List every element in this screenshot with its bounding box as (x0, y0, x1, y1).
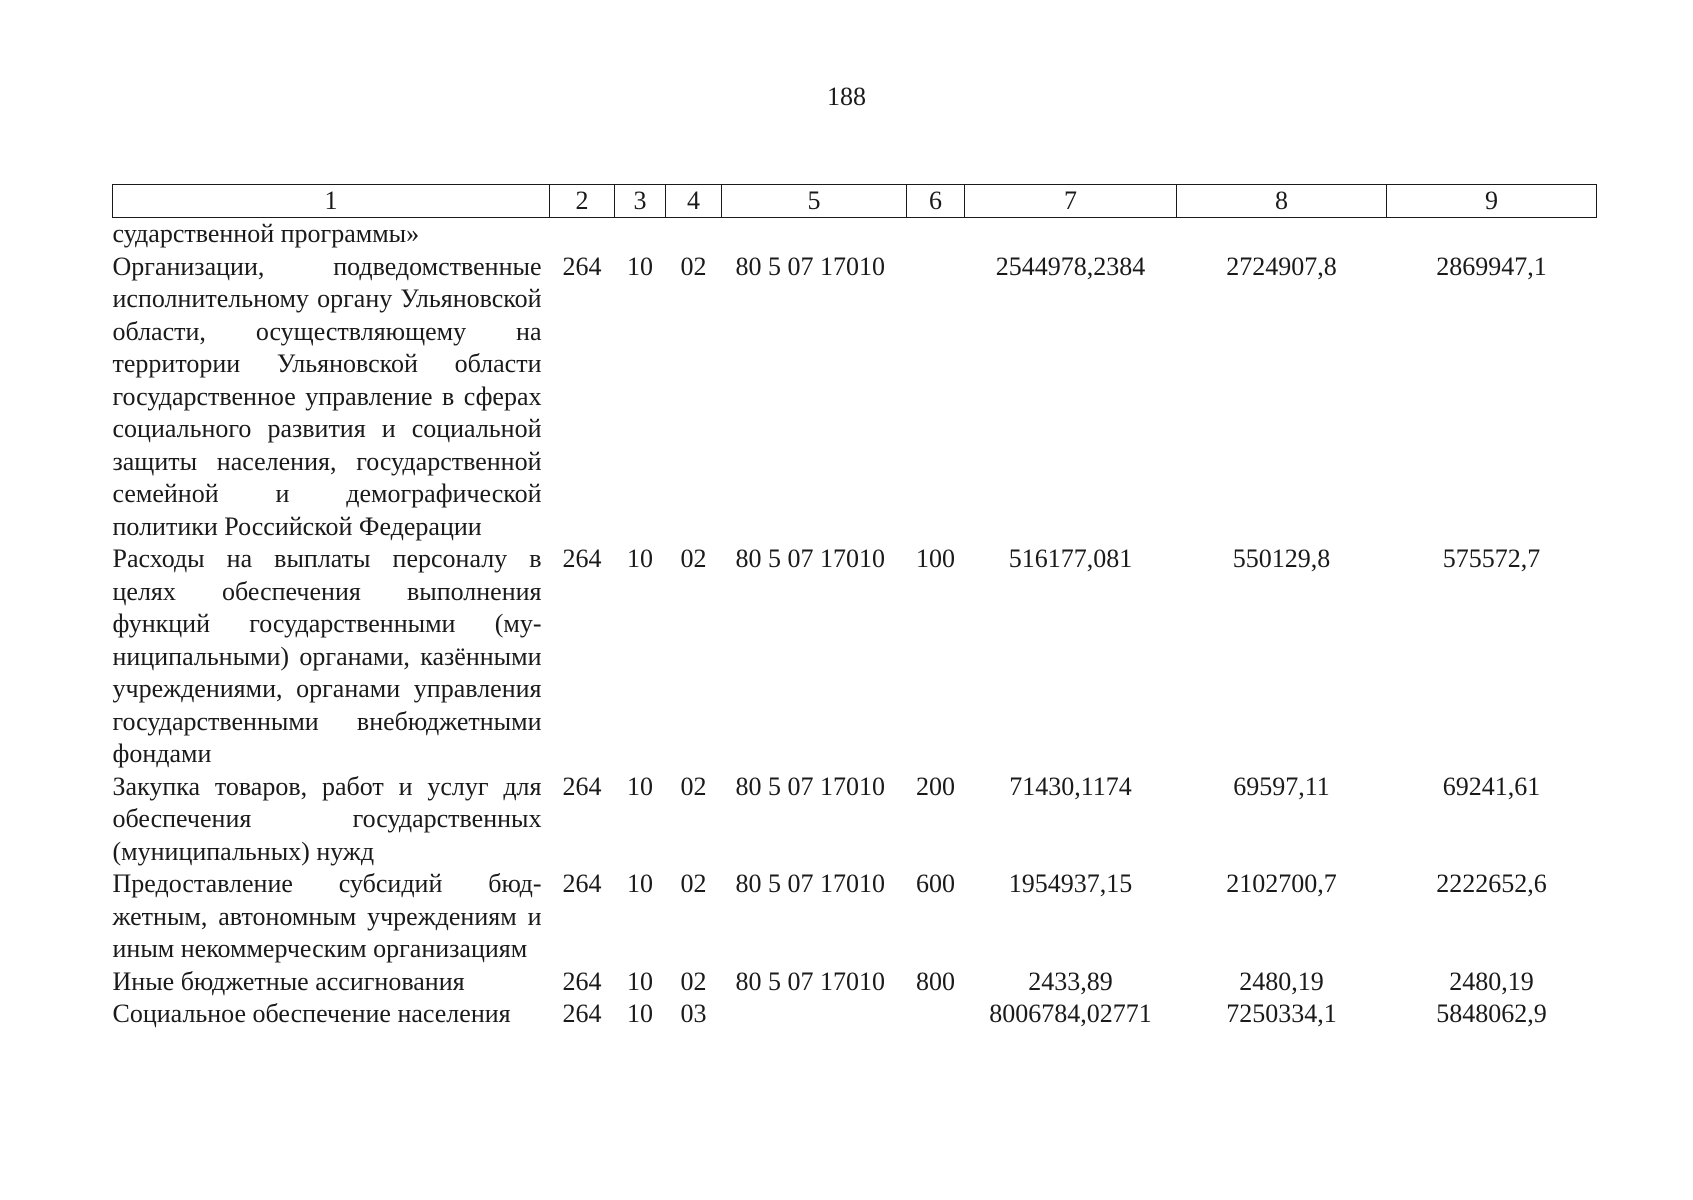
table-body (113, 218, 1597, 1031)
row-amount-7: 8006784,02771 (989, 999, 1152, 1028)
row-code-3: 10 (627, 251, 653, 281)
row-amount-8 (1177, 218, 1387, 251)
table-row (113, 998, 1597, 1031)
row-code-5 (722, 998, 907, 1031)
header-col-5: 5 (722, 185, 907, 218)
row-amount-7: 2433,89 (1028, 966, 1113, 996)
header-row (113, 185, 1597, 218)
row-amount-7: 1954937,15 (1008, 869, 1133, 898)
table-row (113, 966, 1597, 999)
row-amount-9: 575572,7 (1442, 544, 1541, 573)
row-amount-8: 550129,8 (1232, 544, 1331, 573)
row-code-3: 10 (627, 999, 653, 1028)
row-amount-9 (1387, 218, 1597, 251)
row-code-2: 264 (562, 771, 602, 801)
row-code-2: 264 (562, 544, 602, 573)
row-code-5 (722, 218, 907, 251)
header-col-3: 3 (615, 185, 666, 218)
row-name: Иные бюджетные ассигнования (112, 966, 465, 996)
row-code-5: 80 5 07 17010 (735, 869, 885, 898)
row-code-6: 600 (916, 869, 955, 898)
row-code-3: 10 (627, 966, 653, 996)
row-code-4: 02 (680, 966, 707, 996)
row-code-4: 02 (680, 869, 707, 898)
row-code-5: 80 5 07 17010 (735, 251, 885, 281)
row-name: сударственной программы» (112, 219, 420, 248)
table-row (113, 771, 1597, 869)
row-code-2 (550, 218, 615, 251)
header-col-8: 8 (1177, 185, 1387, 218)
row-code-6: 100 (916, 544, 955, 573)
row-code-3 (615, 218, 666, 251)
table-row (113, 868, 1597, 966)
row-amount-8: 2724907,8 (1226, 251, 1337, 281)
row-code-4 (666, 218, 722, 251)
row-name: Закупка товаров, работ и услуг для обеспечения государственных (муниципальных) нужд (112, 771, 542, 866)
table-row (113, 218, 1597, 251)
table-row (113, 251, 1597, 544)
header-col-6: 6 (907, 185, 965, 218)
row-code-4: 03 (680, 999, 707, 1028)
row-name: Организации, подведомственные исполнительному органу Ульяновской области, осуществляющему на территории Ульяновской области государственное управление в сферах социального развития и социальной защиты населения, государственной семейной и демографической политики Российской Федерации (112, 251, 542, 541)
table-header (113, 185, 1597, 218)
row-code-2: 264 (562, 966, 602, 996)
row-code-5: 80 5 07 17010 (735, 771, 885, 801)
budget-table (112, 184, 1597, 1031)
row-code-2: 264 (562, 251, 602, 281)
row-code-6 (907, 218, 965, 251)
header-col-2: 2 (550, 185, 615, 218)
row-code-6 (907, 251, 965, 544)
row-code-4: 02 (680, 544, 707, 573)
row-amount-7: 71430,1174 (1009, 771, 1132, 801)
row-code-3: 10 (627, 869, 653, 898)
row-code-2: 264 (562, 869, 602, 898)
row-amount-7: 2544978,2384 (995, 251, 1146, 281)
page-number: 188 (827, 82, 866, 111)
row-code-6: 800 (916, 966, 955, 996)
row-amount-8: 69597,11 (1233, 771, 1330, 801)
row-amount-8: 2102700,7 (1226, 869, 1337, 898)
row-amount-9: 2480,19 (1449, 966, 1534, 996)
row-code-3: 10 (627, 544, 653, 573)
row-amount-9: 2222652,6 (1436, 869, 1547, 898)
row-amount-9: 69241,61 (1442, 771, 1541, 801)
header-col-4: 4 (666, 185, 722, 218)
row-code-4: 02 (680, 251, 707, 281)
row-code-5: 80 5 07 17010 (735, 966, 885, 996)
header-col-1: 1 (113, 185, 550, 218)
row-amount-7 (965, 218, 1177, 251)
row-name: Расходы на выплаты персоналу в целях обеспечения выполнения функций государственными (муниципальными) органами, казёнными учреждениями, органами управления государственными внебюджетными фондами (112, 544, 542, 768)
row-amount-8: 7250334,1 (1226, 999, 1337, 1028)
row-code-4: 02 (680, 771, 707, 801)
row-name: Социальное обеспечение населения (112, 999, 511, 1028)
header-col-9: 9 (1387, 185, 1597, 218)
row-amount-9: 2869947,1 (1436, 251, 1547, 281)
row-amount-9: 5848062,9 (1436, 999, 1547, 1028)
table-row (113, 543, 1597, 771)
row-name: Предоставление субсидий бюджетным, автономным учреждениям и иным некоммерческим организациям (112, 869, 542, 963)
header-col-7: 7 (965, 185, 1177, 218)
row-code-3: 10 (627, 771, 653, 801)
row-amount-7: 516177,081 (1008, 544, 1133, 573)
row-amount-8: 2480,19 (1239, 966, 1324, 996)
row-code-5: 80 5 07 17010 (735, 544, 885, 573)
row-code-6 (907, 998, 965, 1031)
row-code-2: 264 (562, 999, 602, 1028)
row-code-6: 200 (916, 771, 955, 801)
